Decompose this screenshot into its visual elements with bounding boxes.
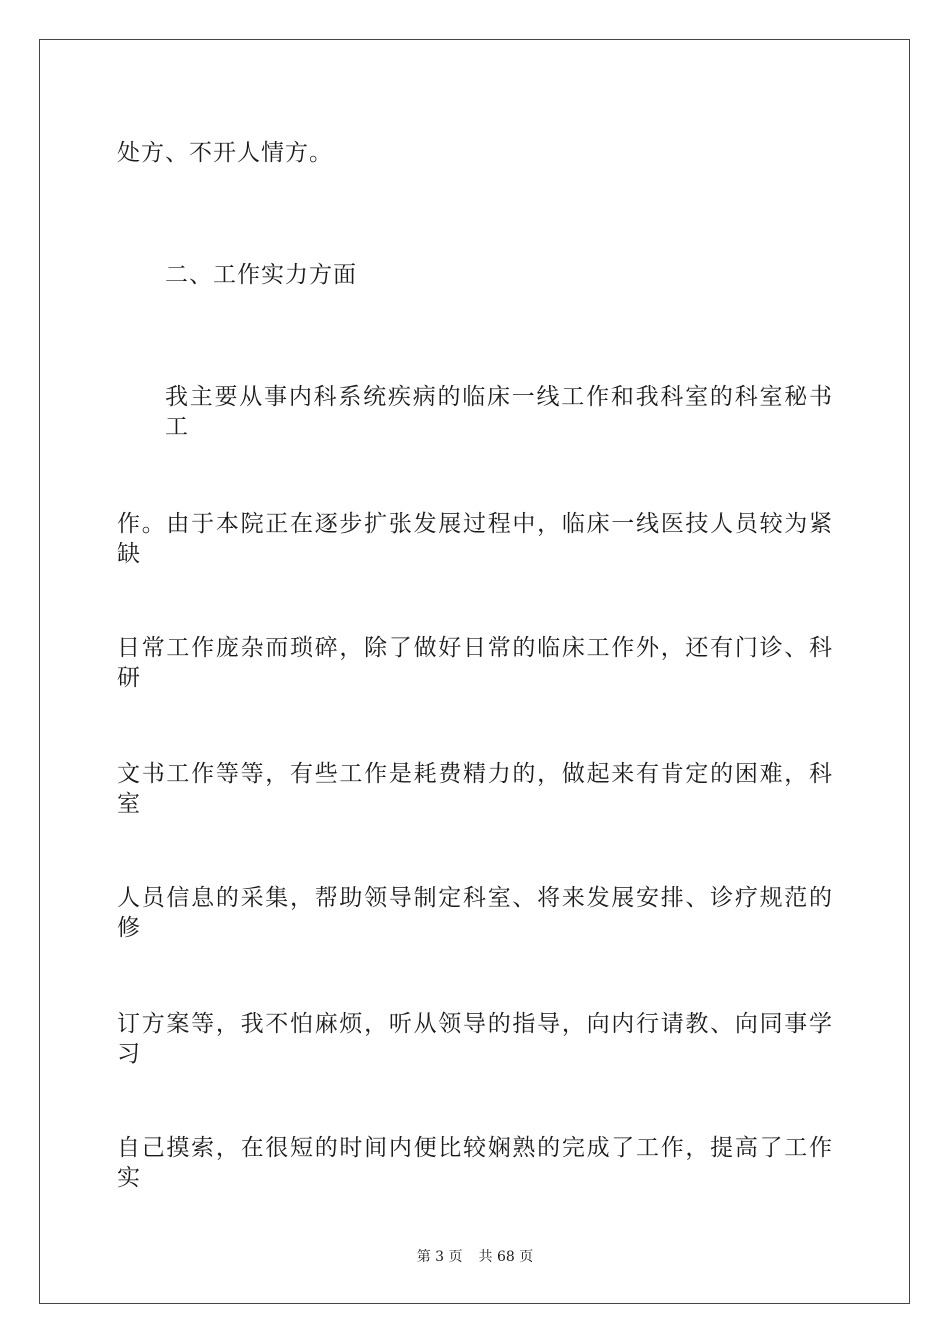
text-line-8: 订方案等，我不怕麻烦，听从领导的指导，向内行请教、向同事学习 [117,1011,833,1067]
text-line-5: 日常工作庞杂而琐碎，除了做好日常的临床工作外，还有门诊、科研 [117,635,833,691]
page-border [39,39,910,1304]
text-line-6: 文书工作等等，有些工作是耗费精力的，做起来有肯定的困难，科室 [117,761,833,817]
section-heading: 二、工作实力方面 [165,262,357,288]
text-line-4: 作。由于本院正在逐步扩张发展过程中，临床一线医技人员较为紧缺 [117,511,833,567]
page-footer [0,1248,950,1266]
text-line-7: 人员信息的采集，帮助领导制定科室、将来发展安排、诊疗规范的修 [117,885,833,941]
text-line-1: 处方、不开人情方。 [117,140,333,166]
text-line-9: 自己摸索，在很短的时间内便比较娴熟的完成了工作，提高了工作实 [117,1135,833,1191]
page-number: 第 3 页 [416,1249,463,1265]
text-line-3: 我主要从事内科系统疾病的临床一线工作和我科室的科室秘书工 [165,384,833,440]
page-total: 共 68 页 [478,1249,534,1265]
